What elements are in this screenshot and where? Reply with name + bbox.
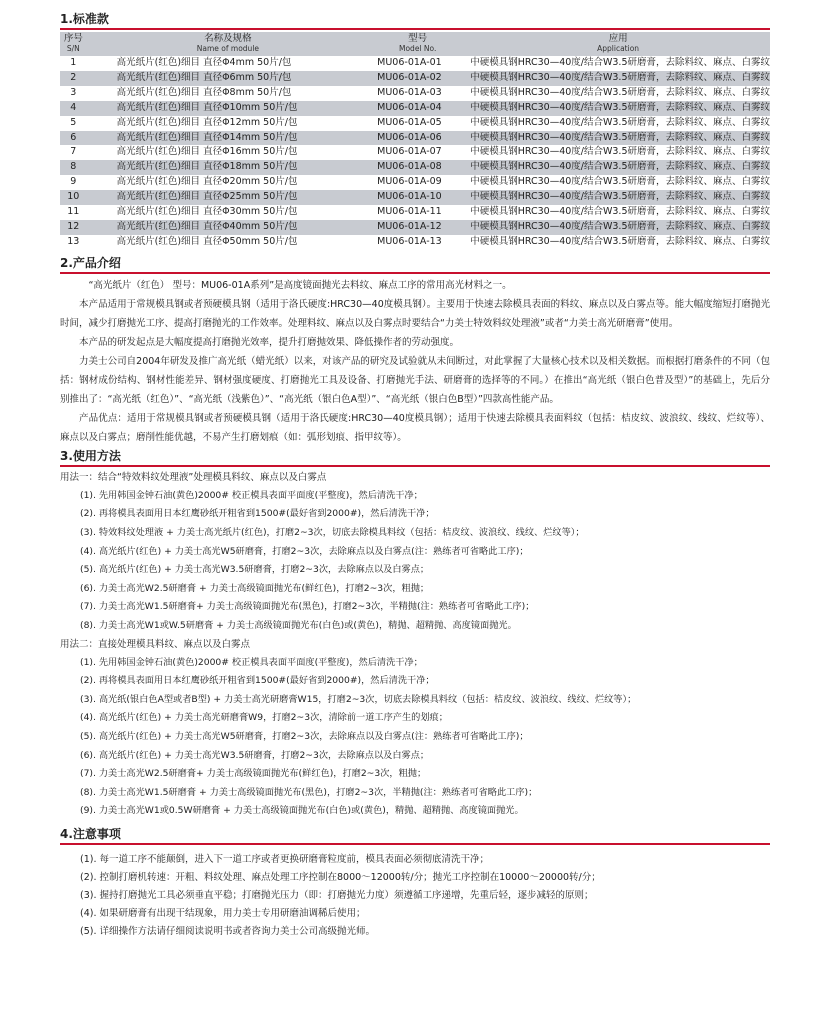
cell-sn: 12 [60,220,87,235]
cell-application: 中硬模具钢HRC30—40度/结合W3.5研磨膏，去除料纹、麻点、白雾纹 [466,220,770,235]
cell-sn: 5 [70,116,77,128]
table-row [60,71,770,86]
cell-sn: 11 [67,206,80,218]
note-item: (3). 握持打磨抛光工具必须垂直平稳；打磨抛光压力（即：打磨抛光力度）须遵循工序递增，先重后轻，逐步减轻的原则； [80,889,594,901]
cell-application: 中硬模具钢HRC30—40度/结合W3.5研磨膏，去除料纹、麻点、白雾纹 [470,235,770,247]
table-row [60,235,770,250]
step-item: (5). 高光纸片(红色) + 力美士高光W3.5研磨膏，打磨2~3次，去除麻点以及白雾点； [80,564,430,576]
method-two-steps [60,654,770,821]
cell-application: 中硬模具钢HRC30—40度/结合W3.5研磨膏，去除料纹、麻点、白雾纹 [466,131,770,146]
cell-name: 高光纸片(红色)细目 直径Φ12mm 50片/包 [116,116,298,128]
header-name: 名称及规格 Name of module [87,32,370,56]
step-item: (1). 先用韩国金钟石油(黄色)2000# 校正模具表面平面度(平整度)，然后清洗干净； [80,489,423,501]
cell-application: 中硬模具钢HRC30—40度/结合W3.5研磨膏，去除料纹、麻点、白雾纹 [470,176,770,188]
cell-application: 中硬模具钢HRC30—40度/结合W3.5研磨膏，去除料纹、麻点、白雾纹 [470,86,770,98]
cell-model: MU06-01A-08 [369,160,466,175]
cell-name: 高光纸片(红色)细目 直径Φ8mm 50片/包 [116,86,292,98]
step-item: (4). 高光纸片(红色) + 力美士高光W5研磨膏，打磨2~3次，去除麻点以及白雾点(注：熟练者可省略此工序)； [80,545,529,557]
cell-name: 高光纸片(红色)细目 直径Φ4mm 50片/包 [116,57,292,68]
cell-name: 高光纸片(红色)细目 直径Φ6mm 50片/包 [87,71,370,86]
intro-paragraph: “高光纸片（红色） 型号：MU06-01A系列”是高度镜面抛光去料纹、麻点工序的常用高光材料之一。 [88,279,512,291]
cell-model: MU06-01A-10 [369,190,466,205]
cell-application: 中硬模具钢HRC30—40度/结合W3.5研磨膏，去除料纹、麻点、白雾纹 [470,57,770,68]
step-item: (3). 特效料纹处理液 + 力美士高光纸片(红色)，打磨2~3次，切底去除模具料纹（包括：桔皮纹、波浪纹、线纹、烂纹等）； [80,526,585,538]
cell-sn: 2 [60,71,87,86]
cell-model: MU06-01A-11 [377,206,442,218]
spec-table [60,32,770,250]
intro-paragraph: 力美士公司自2004年研发及推广高光纸（蜡光纸）以来，对该产品的研究及试验就从未间断过，对此掌握了大量核心技术以及相关数据。而根据打磨条件的不同（包括：钢材成份结构、钢材性能差异、钢材强度硬度、打磨抛光工具及设备、打磨抛光手法、研磨膏的选择等的不同。）在推出“高光纸（银白色普及型）”的基础上，先后分别推出了：“高光纸（红色）”、“高光纸（浅紫色）”、“高光纸（银白色A型）”、“高光纸（银白色B型）”四款高性能产品。 [60,355,770,405]
table-row [60,101,770,116]
table-row [60,220,770,235]
cell-model: MU06-01A-06 [369,131,466,146]
spec-table-body [60,56,770,250]
cell-sn: 1 [70,57,77,68]
cell-sn: 10 [60,190,87,205]
table-row [60,131,770,146]
cell-name: 高光纸片(红色)细目 直径Φ50mm 50片/包 [116,235,298,247]
note-item: (2). 控制打磨机转速：开粗、料纹处理、麻点处理工序控制在8000～12000转/分；抛光工序控制在10000～20000转/分； [80,871,601,883]
cell-name: 高光纸片(红色)细目 直径Φ18mm 50片/包 [87,160,370,175]
method-one-title: 用法一：结合“特效料纹处理液”处理模具料纹、麻点以及白雾点 [60,471,327,483]
cell-sn: 4 [60,101,87,116]
cell-name: 高光纸片(红色)细目 直径Φ16mm 50片/包 [116,146,298,158]
cell-name: 高光纸片(红色)细目 直径Φ40mm 50片/包 [87,220,370,235]
cell-application: 中硬模具钢HRC30—40度/结合W3.5研磨膏，去除料纹、麻点、白雾纹 [470,116,770,128]
cell-name: 高光纸片(红色)细目 直径Φ30mm 50片/包 [116,206,298,218]
document-page [60,10,770,941]
table-row [60,160,770,175]
table-row [60,56,770,71]
header-model: 型号 Model No. [369,32,466,56]
cell-model: MU06-01A-04 [369,101,466,116]
step-item: (8). 力美士高光W1或W.5研磨膏 + 力美士高级镜面抛光布(白色)或(黄色)，精抛、超精抛、高度镜面抛光。 [80,619,517,631]
section-title-notes: 4.注意事项 [60,825,770,845]
step-item: (7). 力美士高光W2.5研磨膏+ 力美士高级镜面抛光布(鲜红色)，打磨2~3次，粗抛； [80,768,427,780]
cell-sn: 9 [70,176,77,188]
method-two-title: 用法二：直接处理模具料纹、麻点以及白雾点 [60,638,251,650]
header-application: 应用 Application [466,32,770,56]
cell-application: 中硬模具钢HRC30—40度/结合W3.5研磨膏，去除料纹、麻点、白雾纹 [466,160,770,175]
table-row [60,116,770,131]
cell-model: MU06-01A-02 [369,71,466,86]
cell-model: MU06-01A-03 [377,86,442,98]
cell-model: MU06-01A-13 [377,235,442,247]
cell-name: 高光纸片(红色)细目 直径Φ20mm 50片/包 [116,176,298,188]
cell-model: MU06-01A-01 [377,57,442,68]
note-item: (4). 如果研磨膏有出现干结现象，用力美士专用研磨油调稀后使用； [80,907,366,919]
cell-sn: 8 [60,160,87,175]
note-item: (1). 每一道工序不能颠倒，进入下一道工序或者更换研磨膏粒度前，模具表面必须彻底清洗干净； [80,853,489,865]
section-title-standard: 1.标准款 [60,10,770,30]
table-row [60,205,770,220]
cell-name: 高光纸片(红色)细目 直径Φ25mm 50片/包 [87,190,370,205]
step-item: (8). 力美士高光W1.5研磨膏 + 力美士高级镜面抛光布(黑色)，打磨2~3次，半精抛(注：熟练者可省略此工序)； [80,786,538,798]
step-item: (4). 高光纸片(红色) + 力美士高光研磨膏W9，打磨2~3次，清除前一道工序产生的划痕； [80,712,448,724]
intro-paragraph: 本产品适用于常规模具钢或者预硬模具钢（适用于洛氏硬度:HRC30—40度模具钢）。主要用于快速去除模具表面的料纹、麻点以及白雾点等。能大幅度缩短打磨抛光时间，减少打磨抛光工序、提高打磨抛光的工作效率。处理料纹、麻点以及白雾点时要结合“力美士特效料纹处理液”或者“力美士高光研磨膏”使用。 [60,298,770,329]
step-item: (6). 高光纸片(红色) + 力美士高光W3.5研磨膏，打磨2~3次，去除麻点以及白雾点； [80,749,430,761]
step-item: (5). 高光纸片(红色) + 力美士高光W5研磨膏，打磨2~3次，去除麻点以及白雾点(注：熟练者可省略此工序)； [80,730,529,742]
cell-application: 中硬模具钢HRC30—40度/结合W3.5研磨膏，去除料纹、麻点、白雾纹 [466,71,770,86]
cell-sn: 6 [60,131,87,146]
cell-sn: 7 [70,146,77,158]
table-header-row [60,32,770,56]
cell-name: 高光纸片(红色)细目 直径Φ10mm 50片/包 [87,101,370,116]
cell-application: 中硬模具钢HRC30—40度/结合W3.5研磨膏，去除料纹、麻点、白雾纹 [466,101,770,116]
step-item: (6). 力美士高光W2.5研磨膏 + 力美士高级镜面抛光布(鲜红色)，打磨2~3次，粗抛； [80,582,430,594]
step-item: (3). 高光纸(银白色A型或者B型) + 力美士高光研磨膏W15，打磨2~3次，切底去除模具料纹（包括：桔皮纹、波浪纹、线纹、烂纹等）； [80,693,637,705]
cell-application: 中硬模具钢HRC30—40度/结合W3.5研磨膏，去除料纹、麻点、白雾纹 [470,146,770,158]
intro-paragraph: 本产品的研发起点是大幅度提高打磨抛光效率，提升打磨抛效果、降低操作者的劳动强度。 [79,336,460,348]
table-row [60,190,770,205]
cell-model: MU06-01A-09 [377,176,442,188]
note-item: (5). 详细操作方法请仔细阅读说明书或者咨询力美士公司高级抛光师。 [80,925,375,937]
intro-paragraph: 产品优点：适用于常规模具钢或者预硬模具钢（适用于洛氏硬度:HRC30—40度模具钢）；适用于快速去除模具表面料纹（包括：桔皮纹、波浪纹、线纹、烂纹等）、麻点以及白雾点；磨削性能优越，不易产生打磨划痕（如：弧形划痕、指甲纹等）。 [60,412,770,443]
step-item: (9). 力美士高光W1或0.5W研磨膏 + 力美士高级镜面抛光布(白色)或(黄色)，精抛、超精抛、高度镜面抛光。 [80,805,524,817]
cell-sn: 3 [70,86,77,98]
step-item: (2). 再将模具表面用日本红鹰砂纸开粗省到1500#(最好省到2000#)，然后清洗干净； [80,675,435,687]
method-one-steps [60,487,770,636]
table-row [60,175,770,190]
table-row [60,145,770,160]
cell-model: MU06-01A-12 [369,220,466,235]
header-sn: 序号 S/N [60,32,87,56]
cell-name: 高光纸片(红色)细目 直径Φ14mm 50片/包 [87,131,370,146]
step-item: (1). 先用韩国金钟石油(黄色)2000# 校正模具表面平面度(平整度)，然后清洗干净； [80,656,423,668]
table-row [60,86,770,101]
cell-application: 中硬模具钢HRC30—40度/结合W3.5研磨膏，去除料纹、麻点、白雾纹 [470,206,770,218]
cell-sn: 13 [67,235,80,247]
notes-list [60,851,770,941]
step-item: (2). 再将模具表面用日本红鹰砂纸开粗省到1500#(最好省到2000#)，然后清洗干净； [80,508,435,520]
cell-model: MU06-01A-05 [377,116,442,128]
section-title-usage: 3.使用方法 [60,447,770,467]
cell-model: MU06-01A-07 [377,146,442,158]
section-title-intro: 2.产品介绍 [60,254,770,274]
step-item: (7). 力美士高光W1.5研磨膏+ 力美士高级镜面抛光布(黑色)，打磨2~3次，半精抛(注：熟练者可省略此工序)； [80,601,535,613]
cell-application: 中硬模具钢HRC30—40度/结合W3.5研磨膏，去除料纹、麻点、白雾纹 [466,190,770,205]
